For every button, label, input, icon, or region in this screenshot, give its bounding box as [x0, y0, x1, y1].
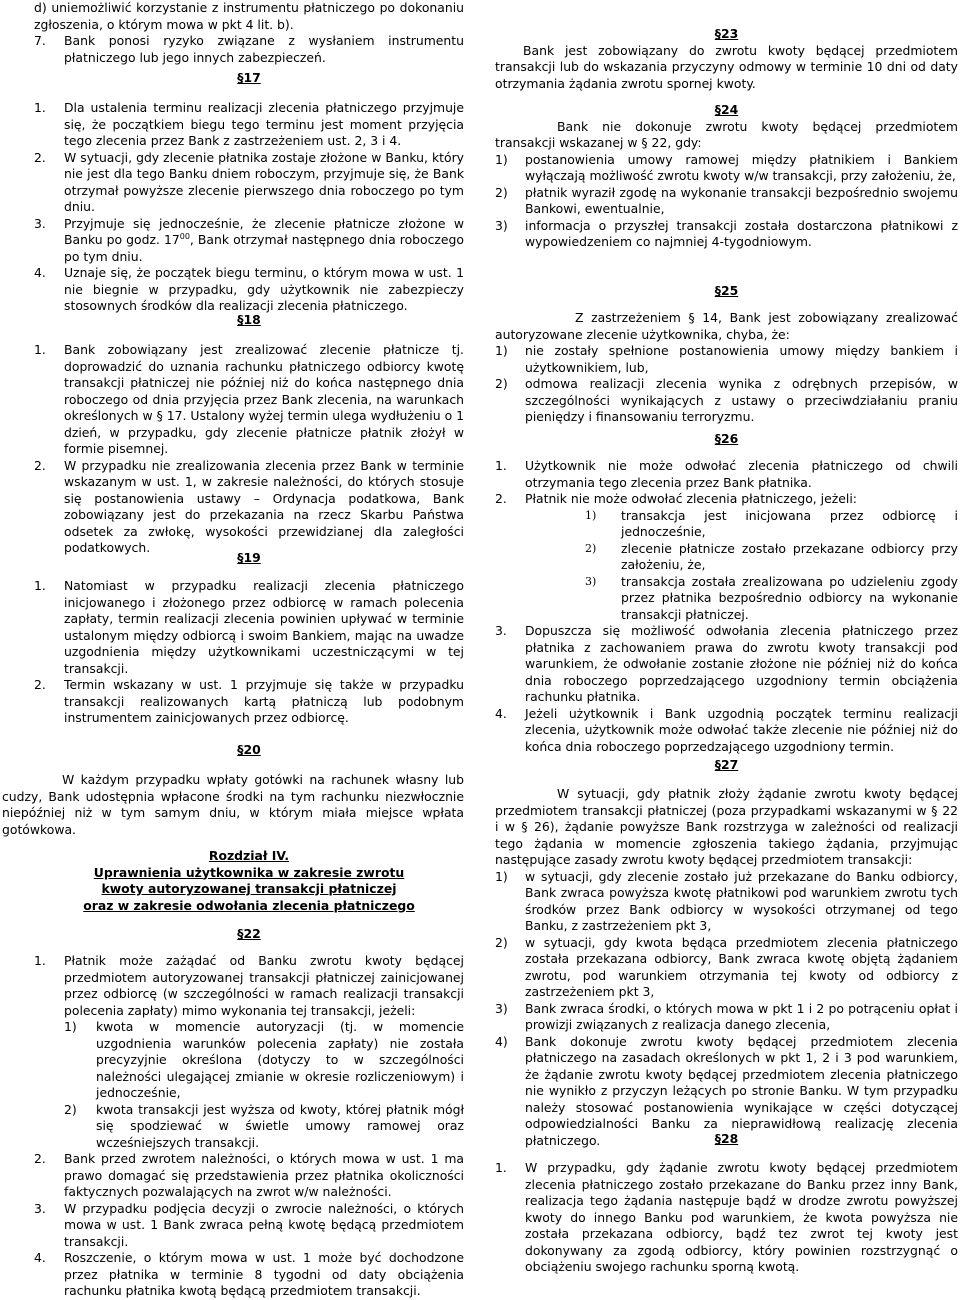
- section-23: [495, 26, 958, 92]
- section-heading: §28: [714, 1131, 739, 1146]
- item-number: 7.: [34, 33, 46, 48]
- item-number: 1.: [495, 1160, 507, 1175]
- section-heading: §26: [714, 431, 739, 446]
- item-number: 2.: [34, 149, 46, 165]
- item-number: 4): [495, 1033, 508, 1049]
- list-item: [34, 1151, 464, 1201]
- item-number: 3.: [495, 623, 507, 638]
- item-number: 1): [585, 508, 597, 522]
- section-heading: §18: [237, 312, 261, 327]
- item-number: 1): [495, 151, 508, 167]
- sub-list-item: [495, 541, 958, 574]
- section-28-body: [495, 1160, 958, 1276]
- item-number: 2): [495, 184, 508, 200]
- item-text: transakcja jest inicjowana przez odbiorcę i jednocześnie,: [621, 507, 958, 539]
- item-text: Bank dokonuje zwrotu kwoty będącej przedmiotem zlecenia płatniczego na zasadach określonych w pkt 1, 2 i 3 pod warunkiem, że żądanie zwrotu kwoty będącej przedmiotem zlecenia płatniczego nie wynikło z przyczyn leżących po stronie Banku. W tym przypadku należy stosować postanowienia wynikające w części dotyczącej odpowiedzialności Banku za nieprawidłową realizację zlecenia płatniczego.: [525, 1033, 958, 1148]
- chapter-label: Rozdział IV.: [208, 848, 290, 863]
- item-number: 2.: [34, 677, 46, 692]
- list-item: [34, 1201, 464, 1251]
- item-text: W sytuacji, gdy zlecenie płatnika zostaje złożone w Banku, który nie jest dla tego Banku dniem roboczym, przyjmuje się, że Bank otrzymał powyższe zlecenie pierwszego dnia roboczego po tym dniu.: [64, 149, 464, 214]
- section-17-body: [34, 100, 464, 315]
- item-text: , Bank otrzymał następnego dnia roboczego po tym dniu.: [64, 232, 464, 264]
- item-text: Bank zobowiązany jest zrealizować zlecenie płatnicze tj. doprowadzić do uznania rachunku płatniczego odbiorcy kwotę transakcji płatniczej nie później niż do końca następnego dnia roboczego od dnia przyjęcia przez Bank zlecenia, na warunkach określonych w § 17. Ustalony wyżej termin ulega wydłużeniu o 1 dzień, w przypadku, gdy zlecenie płatnicze płatnik złożył w formie pisemnej.: [64, 342, 464, 456]
- item-number: 1.: [34, 100, 46, 115]
- item-text: Bank zwraca środki, o których mowa w pkt 1 i 2 po potrąceniu opłat i prowizji związanych z realizacja danego zlecenia,: [525, 1000, 958, 1032]
- intro-item-7: [34, 33, 464, 66]
- section-27: [495, 757, 958, 774]
- item-number: 1.: [34, 342, 46, 357]
- item-text: W przypadku nie zrealizowania zlecenia przez Bank w terminie wskazanym w ust. 1, w zakresie należności, do których stosuje się postanowienia ustawy – Ordynacja podatkowa, Bank zobowiązany jest do przekazania na rzecz Skarbu Państwa odsetek za zwłokę, wysokości przewidzianej dla zaległości podatkowych.: [64, 457, 464, 555]
- item-text: Płatnik nie może odwołać zlecenia płatniczego, jeżeli:: [525, 491, 857, 506]
- paragraph: W sytuacji, gdy płatnik złoży żądanie zwrotu kwoty będącej przedmiotem transakcji płatniczej (poza przypadkami wskazanymi w § 22 i w § 26), żądanie powyższe Bank rozstrzyga w zależności od realizacji tego żądania w momencie zgłoszenia takiego żądania, przyjmując następujące zasady zwrotu kwoty będącej przedmiotem transakcji:: [495, 786, 958, 867]
- list-item: [495, 218, 958, 251]
- section-heading: §20: [237, 742, 261, 757]
- item-text: Użytkownik nie może odwołać zlecenia płatniczego od chwili otrzymania tego zlecenia przez Bank płatnika.: [525, 458, 958, 490]
- list-item: [34, 150, 464, 216]
- item-number: 3): [495, 1000, 508, 1016]
- item-text: Roszczenie, o którym mowa w ust. 1 może być dochodzone przez płatnika w terminie 8 tygodni od daty obciążenia rachunku płatnika kwotą będącą przedmiotem transakcji.: [64, 1250, 464, 1298]
- paragraph: Bank jest zobowiązany do zwrotu kwoty będącej przedmiotem transakcji lub do wskazania przyczyny odmowy w terminie 10 dni od daty otrzymania żądania zwrotu spornej kwoty.: [495, 42, 958, 91]
- section-heading: §25: [714, 283, 739, 298]
- item-number: 2): [64, 1101, 77, 1117]
- item-number: 1): [495, 343, 508, 358]
- section-19: [34, 550, 464, 567]
- paragraph: Z zastrzeżeniem § 14, Bank jest zobowiązany zrealizować autoryzowane zlecenie użytkownika, chyba, że:: [495, 310, 958, 342]
- item-number: 1.: [34, 578, 46, 593]
- item-text: w sytuacji, gdy zlecenie zostało już przekazane do Banku odbiorcy, Bank zwraca powyższa kwotę płatnikowi pod warunkiem zwrotu tych środków przez Bank odbiorcy w wysokości otrzymanej od tego Banku, z zastrzeżeniem pkt 3,: [525, 868, 958, 933]
- item-text: zlecenie płatnicze zostało przekazane odbiorcy przy założeniu, że,: [621, 540, 958, 572]
- sub-list-item: [34, 1019, 464, 1102]
- item-text: informacja o przyszłej transakcji została dostarczona płatnikowi z wypowiedzeniem co najmniej 4-tygodniowym.: [525, 217, 958, 249]
- item-number: 3.: [34, 1200, 46, 1216]
- section-27-body: [495, 786, 958, 1149]
- item-number: 2): [585, 541, 597, 555]
- item-text: transakcja została zrealizowana po udzieleniu zgody przez płatnika bezpośrednio odbiorcy na wykonanie transakcji płatniczej.: [621, 573, 958, 622]
- section-22-body: [34, 953, 464, 1300]
- section-20: [34, 742, 464, 759]
- section-heading: §19: [237, 550, 261, 565]
- item-text: płatnik wyraził zgodę na wykonanie transakcji bezpośrednio swojemu Bankowi, ewentualnie,: [525, 184, 958, 216]
- list-item: [495, 1160, 958, 1276]
- item-text: Jeżeli użytkownik i Bank uzgodnią początek terminu realizacji zlecenia, użytkownik może odwołać także zlecenie nie później niż do końca dnia roboczego poprzedzającego uzgodniony termin.: [525, 705, 958, 754]
- chapter-heading: [34, 848, 464, 914]
- list-item: [34, 265, 464, 315]
- item-number: 4.: [34, 265, 46, 280]
- list-item: [34, 458, 464, 557]
- item-number: 2.: [34, 457, 46, 473]
- list-item: [34, 216, 464, 266]
- item-text: Bank ponosi ryzyko związane z wysłaniem instrumentu płatniczego lub jego innych zabezpieczeń.: [64, 33, 464, 65]
- item-text: kwota transakcji jest wyższa od kwoty, której płatnik mógł się spodziewać w świetle umowy ramowej oraz wcześniejszych transakcji.: [96, 1101, 464, 1150]
- list-item: [34, 677, 464, 727]
- section-25: [495, 283, 958, 300]
- intro-item-d: d) uniemożliwić korzystanie z instrumentu płatniczego po dokonaniu zgłoszenia, o którym mowa w pkt 4 lit. b).: [34, 0, 464, 32]
- section-25-body: [495, 310, 958, 426]
- item-number: 3): [495, 217, 508, 233]
- section-22: [34, 926, 464, 943]
- item-text: Bank przed zwrotem należności, o których mowa w ust. 1 ma prawo domagać się przedstawienia przez płatnika okoliczności faktycznych pozwalających na zwrot w/w należności.: [64, 1151, 464, 1199]
- item-number: 3.: [34, 215, 46, 231]
- list-item: [495, 343, 958, 376]
- item-number: 1): [64, 1019, 77, 1034]
- superscript: 00: [179, 231, 190, 241]
- list-item: [34, 578, 464, 677]
- list-item: [34, 1250, 464, 1300]
- sub-list-item: [495, 508, 958, 541]
- item-text: Uznaje się, że początek biegu terminu, o którym mowa w ust. 1 nie biegnie w przypadku, gdy użytkownik nie zabezpieczy stosownych środków dla realizacji zlecenia płatniczego.: [64, 265, 464, 313]
- paragraph: W każdym przypadku wpłaty gotówki na rachunek własny lub cudzy, Bank udostępnia wpłacone środki na tym rachunku niezwłocznie niepóźniej niż w tym samym dniu, w którym miała miejsce wpłata gotówkowa.: [2, 772, 464, 837]
- section-18: [34, 312, 464, 329]
- item-text: Dla ustalenia terminu realizacji zlecenia płatniczego przyjmuje się, że początkiem biegu tego terminu jest moment przyjęcia tego zlecenia przez Bank z zastrzeżeniem ust. 2, 3 i 4.: [64, 100, 464, 148]
- intro-block: [34, 0, 464, 66]
- item-text: W przypadku, gdy żądanie zwrotu kwoty będącej przedmiotem zlecenia płatniczego zostało przekazane do Banku przez inny Bank, realizacja tego żądania następuje bądź w drodze zwrotu powyższej kwoty do innego Banku pod warunkiem, że kwota powyższa nie została przekazana odbiorcy, bądź tez zwrot tej kwoty jest dokonywany za zgodą odbiorcy, który powinien rozstrzygnąć o obciążeniu swojego rachunku sporną kwotą.: [525, 1160, 958, 1274]
- item-number: 2.: [495, 491, 507, 506]
- item-number: 2): [495, 934, 508, 950]
- list-item: [34, 953, 464, 1019]
- section-24: [495, 102, 958, 251]
- section-17: [34, 70, 464, 87]
- item-number: 4.: [495, 705, 507, 721]
- section-18-body: [34, 342, 464, 557]
- item-text: Termin wskazany w ust. 1 przyjmuje się także w przypadku transakcji realizowanych kartą płatniczą lub podobnym instrumentem zainicjowanych przez odbiorcę.: [64, 677, 464, 725]
- section-heading: §22: [237, 926, 261, 941]
- list-item: [495, 491, 958, 508]
- section-heading: §17: [237, 70, 261, 85]
- chapter-title-line: Uprawnienia użytkownika w zakresie zwrotu: [93, 864, 405, 880]
- list-item: [495, 152, 958, 185]
- list-item: [495, 935, 958, 1001]
- list-item: [495, 623, 958, 706]
- item-text: w sytuacji, gdy kwota będąca przedmiotem zlecenia płatniczego została przekazana odbiorcy, Bank zwraca kwotę objętą żądaniem zwrotu, pod warunkiem otrzymania tej kwoty od odbiorcy z zastrzeżeniem pkt 3,: [525, 934, 958, 999]
- section-heading: §27: [714, 757, 739, 772]
- item-number: 2.: [34, 1151, 46, 1166]
- chapter-title-line: kwoty autoryzowanej transakcji płatniczej: [101, 881, 397, 896]
- item-number: 1.: [34, 953, 46, 968]
- list-item: [34, 100, 464, 150]
- sub-list-item: [34, 1102, 464, 1152]
- section-28: [495, 1131, 958, 1148]
- chapter-title-line: oraz w zakresie odwołania zlecenia płatniczego: [83, 897, 415, 913]
- item-text: odmowa realizacji zlecenia wynika z odrębnych przepisów, w szczególności wynikających z ustawy o przeciwdziałaniu praniu pieniędzy i finansowaniu terroryzmu.: [525, 376, 958, 424]
- list-item: [495, 1001, 958, 1034]
- section-20-body: [2, 772, 464, 838]
- item-text: Natomiast w przypadku realizacji zlecenia płatniczego inicjowanego i złożonego przez odbiorcę w ramach polecenia zapłaty, termin realizacji zlecenia powinien upływać w terminie ustalonym między odbiorcą i swoim Bankiem, mając na uwadze uzgodnienia między użytkownikami uczestniczącymi w tej transakcji.: [64, 578, 464, 676]
- list-item: [495, 185, 958, 218]
- section-19-body: [34, 578, 464, 727]
- section-heading: §24: [714, 102, 739, 117]
- item-text: postanowienia umowy ramowej między płatnikiem i Bankiem wyłączają możliwość zwrotu kwoty w/w transakcji, przy założeniu, że,: [525, 151, 958, 183]
- item-number: 1.: [495, 458, 507, 473]
- item-text: Dopuszcza się możliwość odwołania zlecenia płatniczego przez płatnika z zachowaniem prawa do zwrotu kwoty transakcji pod warunkiem, że odwołanie zostanie złożone nie później niż do końca dnia roboczego poprzedzającego uzgodniony termin obciążenia rachunku płatnika.: [525, 623, 958, 704]
- list-item: [495, 458, 958, 491]
- item-number: 1): [495, 868, 508, 884]
- item-text: nie zostały spełnione postanowienia umowy między bankiem i użytkownikiem, lub,: [525, 343, 958, 375]
- paragraph: Bank nie dokonuje zwrotu kwoty będącej przedmiotem transakcji wskazanej w § 22, gdy:: [495, 118, 958, 150]
- list-item: [495, 376, 958, 426]
- list-item: [34, 342, 464, 458]
- item-text: Płatnik może zażądać od Banku zwrotu kwoty będącej przedmiotem autoryzowanej transakcji płatniczej zainicjowanej przez odbiorcę (w szczególności w ramach realizacji transakcji polecenia zapłaty) mimo wykonania tej transakcji, jeżeli:: [64, 953, 464, 1018]
- item-number: 3): [585, 574, 597, 588]
- list-item: [495, 706, 958, 756]
- item-text: Przyjmuje się jednocześnie, że zlecenie płatnicze złożone w Banku po godz. 17: [64, 215, 464, 247]
- section-26-body: [495, 458, 958, 755]
- section-heading: §23: [714, 26, 739, 41]
- item-number: 2): [495, 376, 508, 391]
- item-number: 4.: [34, 1250, 46, 1265]
- section-26: [495, 431, 958, 448]
- list-item: [495, 869, 958, 935]
- item-text: kwota w momencie autoryzacji (tj. w momencie uzgodnienia warunków polecenia zapłaty) nie została precyzyjnie określona (dotyczy to w szczególności należności ulegającej zmianie w okresie rozliczeniowym) i jednocześnie,: [96, 1019, 464, 1100]
- sub-list-item: [495, 574, 958, 624]
- item-text: W przypadku podjęcia decyzji o zwrocie należności, o których mowa w ust. 1 Bank zwraca pełną kwotę będącą przedmiotem transakcji.: [64, 1200, 464, 1249]
